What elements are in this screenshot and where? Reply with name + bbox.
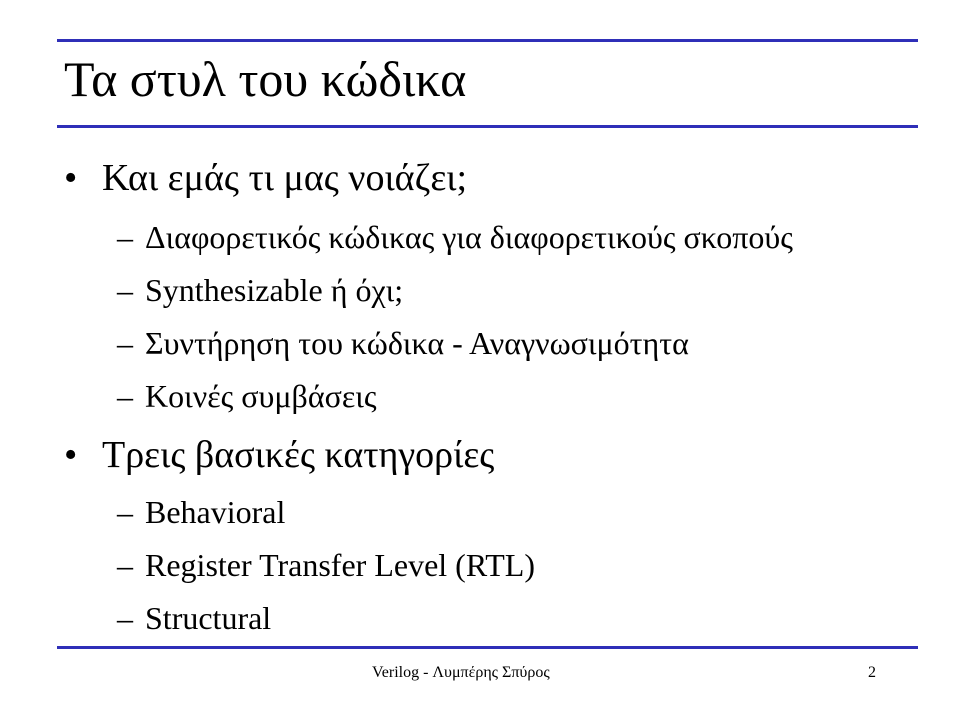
footer-rule [57,646,918,649]
sub-item [117,271,403,309]
bullet-text: Τρεις βασικές κατηγορίες [102,434,495,476]
sub-marker: – [117,494,133,530]
bullet-text: Και εμάς τι μας νοιάζει; [102,157,468,199]
sub-item-text: Behavioral [145,494,286,530]
sub-item [117,599,271,637]
sub-item-text: Διαφορετικός κώδικας για διαφορετικούς σκοπούς [145,219,793,255]
sub-item-text: Synthesizable ή όχι; [145,272,404,308]
sub-item-text: Κοινές συμβάσεις [145,378,377,414]
footer-text: Verilog - Λυμπέρης Σπύρος [372,664,550,681]
bullet-marker: • [64,434,78,476]
sub-item [117,377,377,415]
bullet-item [64,156,467,200]
top-rule [57,39,918,42]
sub-item [117,546,535,584]
sub-marker: – [117,378,133,414]
page-number: 2 [868,664,876,681]
sub-item-text: Register Transfer Level (RTL) [145,547,535,583]
sub-marker: – [117,325,133,361]
sub-marker: – [117,547,133,583]
sub-marker: – [117,272,133,308]
title-underline-rule [57,125,918,128]
sub-item [117,493,285,531]
sub-item [117,324,689,362]
bullet-item [64,433,494,477]
sub-item [117,218,793,256]
sub-item-text: Structural [145,600,272,636]
sub-item-text: Συντήρηση του κώδικα - Αναγνωσιμότητα [145,325,689,361]
bullet-marker: • [64,157,78,199]
sub-marker: – [117,600,133,636]
sub-marker: – [117,219,133,255]
slide-title: Τα στυλ του κώδικα [64,51,467,107]
